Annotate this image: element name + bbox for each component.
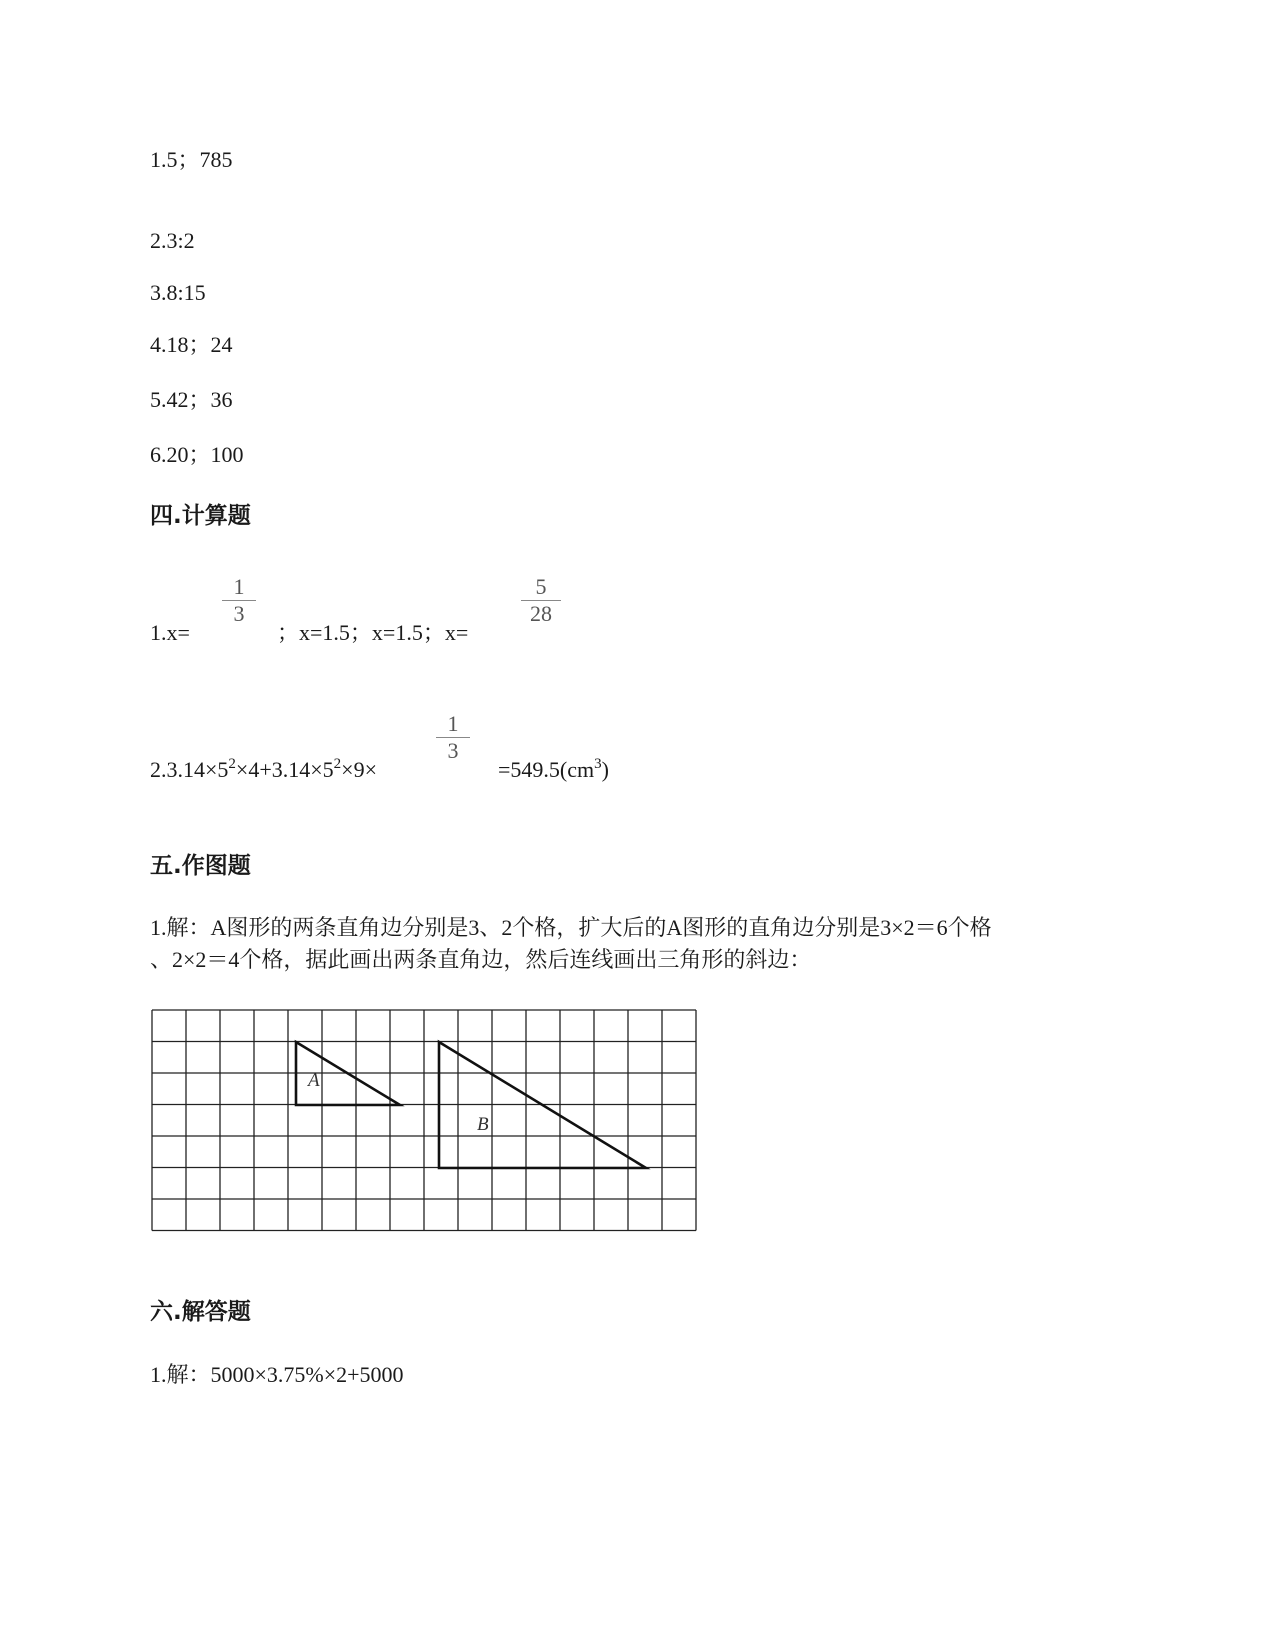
q2-result-end: ): [601, 757, 609, 782]
q1-fraction-1: [214, 575, 264, 626]
answer-number: 2.: [150, 228, 167, 253]
answer-solution-line-1: 1.解：5000×3.75%×2+5000: [150, 1362, 404, 1387]
fraction-numerator: 1: [233, 574, 245, 599]
q2-part: 2.3.14×5: [150, 757, 229, 782]
answer-text: 5；785: [166, 147, 233, 172]
answer-text: 8:15: [166, 280, 206, 305]
q2-expression: [150, 757, 377, 783]
grid-lines: [152, 1010, 696, 1231]
answer-line-6: [150, 442, 244, 468]
fraction-numerator: 5: [535, 574, 547, 599]
triangle-a-label: A: [308, 1070, 320, 1091]
q2-fraction: [428, 712, 478, 763]
drawing-solution-line-1: 1.解：A图形的两条直角边分别是3、2个格，扩大后的A图形的直角边分别是3×2＝6个格: [150, 915, 992, 940]
q1-fraction-2: [513, 575, 569, 626]
answer-line-5: [150, 387, 233, 413]
triangle-b-label: B: [477, 1114, 489, 1135]
answer-line-1: [150, 147, 233, 173]
exponent: 3: [594, 756, 602, 772]
section-heading-drawing: 五.作图题: [150, 853, 251, 879]
answer-text: 20；100: [166, 442, 244, 467]
answer-number: 3.: [150, 280, 167, 305]
q1-middle: ；x=1.5；x=1.5；x=: [277, 620, 469, 645]
q2-part: ×9×: [341, 757, 377, 782]
exponent: 2: [333, 756, 342, 772]
q2-result: [498, 757, 609, 783]
section-heading-answer: 六.解答题: [150, 1299, 251, 1325]
drawing-solution-line-2: 、2×2＝4个格，据此画出两条直角边，然后连线画出三角形的斜边：: [150, 947, 812, 972]
fraction-denominator: 3: [233, 601, 245, 626]
section-heading-calculation: 四.计算题: [150, 503, 251, 529]
fraction-denominator: 28: [530, 601, 552, 626]
answer-number: 6.: [150, 442, 167, 467]
answer-line-3: [150, 280, 206, 306]
grid-figure: [150, 1000, 720, 1240]
answer-number: 1.: [150, 147, 167, 172]
answer-text: 42；36: [166, 387, 233, 412]
answer-line-2: [150, 228, 195, 254]
exponent: 2: [228, 756, 236, 772]
q2-part: ×4+3.14×5: [235, 757, 334, 782]
fraction-denominator: 3: [447, 738, 459, 763]
q2-result-text: =549.5(cm: [498, 757, 595, 782]
fraction-numerator: 1: [447, 711, 459, 736]
answer-text: 18；24: [166, 332, 233, 357]
answer-text: 3:2: [166, 228, 195, 253]
answer-number: 4.: [150, 332, 167, 357]
answer-line-4: [150, 332, 233, 358]
q1-prefix: 1.x=: [150, 620, 190, 645]
answer-number: 5.: [150, 387, 167, 412]
